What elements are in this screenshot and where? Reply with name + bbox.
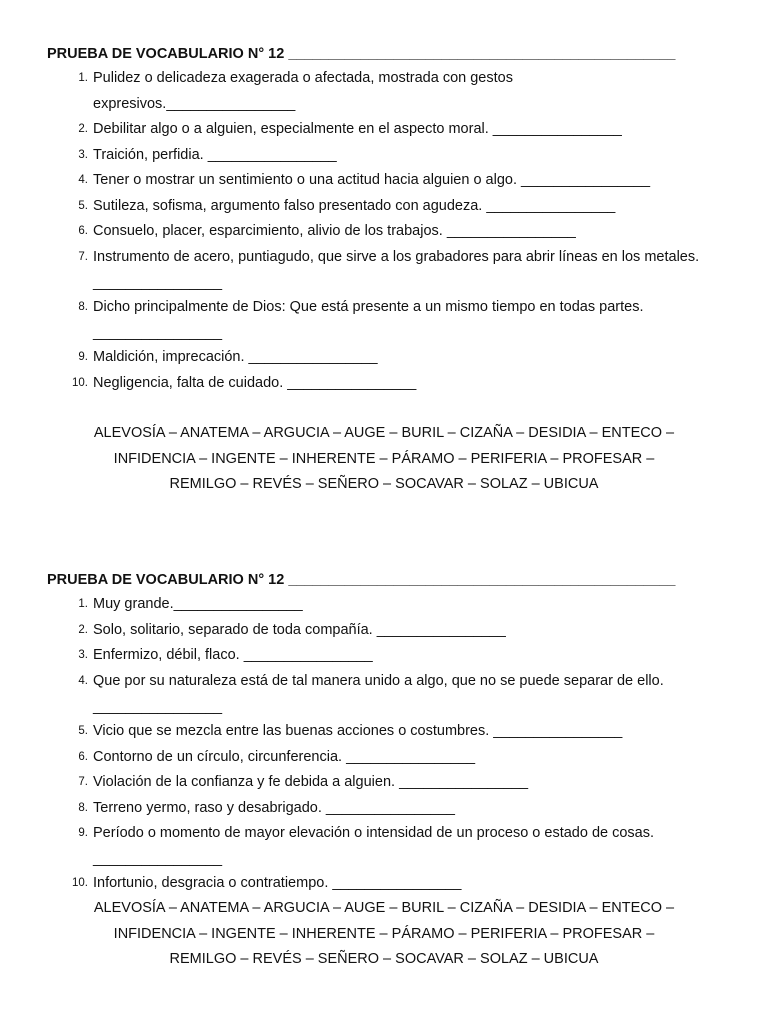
question-number: 7. (78, 776, 88, 788)
test-title: PRUEBA DE VOCABULARIO N° 12 ________________________________________________ (47, 572, 676, 588)
question-text: Terreno yermo, raso y desabrigado. ________________ (93, 800, 455, 816)
question-text: Violación de la confianza y fe debida a alguien. ________________ (93, 774, 529, 790)
word-bank-line: REMILGO – REVÉS – SEÑERO – SOCAVAR – SOLAZ – UBICUA (169, 951, 599, 967)
word-bank (60, 896, 708, 973)
word-bank-line: ALEVOSÍA – ANATEMA – ARGUCIA – AUGE – BURIL – CIZAÑA – DESIDIA – ENTECO – (93, 425, 675, 441)
question-number: 1. (78, 72, 88, 84)
question-number: 10. (72, 877, 88, 889)
question-number: 3. (78, 649, 88, 661)
question-number: 5. (78, 200, 88, 212)
question-text: Infortunio, desgracia o contratiempo. ________________ (93, 875, 462, 891)
question-number: 2. (78, 123, 88, 135)
word-bank-line: ALEVOSÍA – ANATEMA – ARGUCIA – AUGE – BURIL – CIZAÑA – DESIDIA – ENTECO – (93, 900, 675, 916)
question-number: 9. (78, 827, 88, 839)
question-number: 5. (78, 725, 88, 737)
question-text: Período o momento de mayor elevación o intensidad de un proceso o estado de cosas. ________________ (93, 825, 655, 867)
word-bank-line: REMILGO – REVÉS – SEÑERO – SOCAVAR – SOLAZ – UBICUA (169, 476, 599, 492)
question-text: Traición, perfidia. ________________ (93, 147, 337, 163)
question-text: Debilitar algo o a alguien, especialmente en el aspecto moral. ________________ (93, 121, 622, 137)
question-number: 8. (78, 301, 88, 313)
question-text: Vicio que se mezcla entre las buenas acciones o costumbres. ________________ (93, 723, 623, 739)
question-number: 1. (78, 598, 88, 610)
question-text: Tener o mostrar un sentimiento o una actitud hacia alguien o algo. ________________ (93, 172, 651, 188)
question-text: Muy grande.________________ (93, 596, 303, 612)
question-text: Sutileza, sofisma, argumento falso presentado con agudeza. ________________ (93, 198, 616, 214)
question-text: Dicho principalmente de Dios: Que está presente a un mismo tiempo en todas partes. ________________ (93, 299, 644, 341)
test-title: PRUEBA DE VOCABULARIO N° 12 ________________________________________________ (47, 46, 676, 62)
question-text: Maldición, imprecación. ________________ (93, 349, 378, 365)
question-number: 8. (78, 802, 88, 814)
word-bank-line: INFIDENCIA – INGENTE – INHERENTE – PÁRAMO – PERIFERIA – PROFESAR – (113, 925, 655, 942)
question-number: 7. (78, 251, 88, 263)
question-text: Pulidez o delicadeza exagerada o afectada, mostrada con gestos expresivos.________________ (93, 70, 513, 112)
question-number: 6. (78, 225, 88, 237)
question-number: 2. (78, 624, 88, 636)
question-text: Negligencia, falta de cuidado. ________________ (93, 375, 417, 391)
question-number: 4. (78, 675, 88, 687)
question-text: Consuelo, placer, esparcimiento, alivio de los trabajos. ________________ (93, 223, 576, 239)
question-number: 3. (78, 149, 88, 161)
question-number: 9. (78, 351, 88, 363)
question-number: 6. (78, 751, 88, 763)
question-text: Que por su naturaleza está de tal manera unido a algo, que no se puede separar de ello. ________________ (93, 673, 664, 715)
question-text: Contorno de un círculo, circunferencia. ________________ (93, 749, 476, 765)
question-text: Solo, solitario, separado de toda compañía. ________________ (93, 622, 506, 638)
question-text: Instrumento de acero, puntiagudo, que sirve a los grabadores para abrir líneas en los metales. ________________ (93, 249, 700, 291)
word-bank (60, 421, 708, 498)
question-number: 10. (72, 377, 88, 389)
word-bank-line: INFIDENCIA – INGENTE – INHERENTE – PÁRAMO – PERIFERIA – PROFESAR – (113, 450, 655, 467)
question-number: 4. (78, 174, 88, 186)
question-text: Enfermizo, débil, flaco. ________________ (93, 647, 373, 663)
